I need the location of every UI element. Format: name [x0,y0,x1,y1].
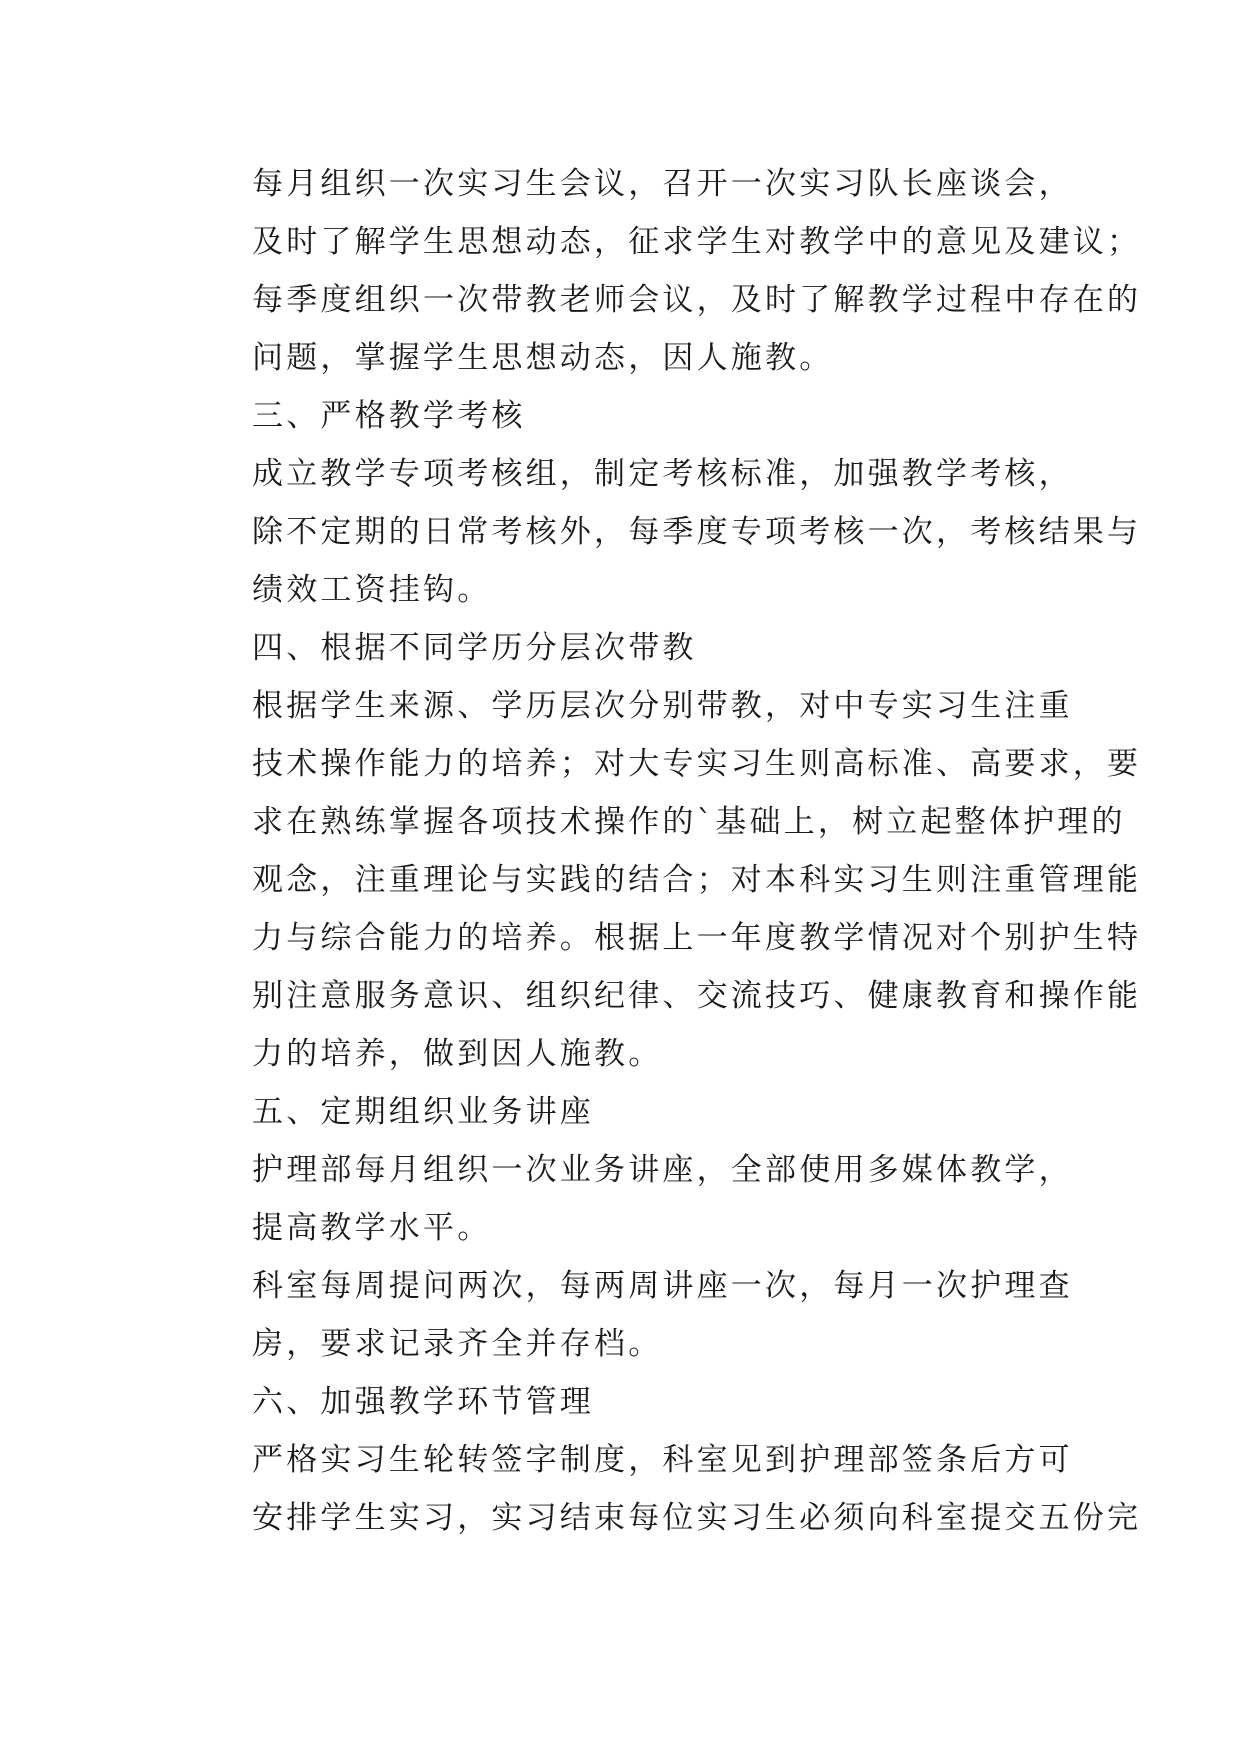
body-paragraph [190,1141,1073,1257]
body-paragraph [190,155,1142,387]
text-line: 求在熟练掌握各项技术操作的`基础上，树立起整体护理的 [252,804,1126,840]
text-line: 力与综合能力的培养。根据上一年度教学情况对个别护生特 [252,920,1142,956]
text-line: 绩效工资挂钩。 [252,572,492,608]
section-heading: 三、严格教学考核 [252,398,526,434]
text-line: 严格实习生轮转签字制度，科室见到护理部签条后方可 [252,1442,1073,1478]
text-line: 安排学生实习，实习结束每位实习生必须向科室提交五份完 [252,1500,1142,1536]
section-heading: 五、定期组织业务讲座 [252,1094,594,1130]
text-line: 技术操作能力的培养；对大专实习生则高标准、高要求，要 [252,746,1142,782]
section-heading: 四、根据不同学历分层次带教 [252,630,697,666]
text-line: 每月组织一次实习生会议，召开一次实习队长座谈会， [252,166,1073,202]
body-paragraph [190,1431,1142,1547]
text-line: 每季度组织一次带教老师会议，及时了解教学过程中存在的 [252,282,1142,318]
body-paragraph [190,1257,1073,1373]
text-line: 科室每周提问两次，每两周讲座一次，每月一次护理查 [252,1268,1073,1304]
text-line: 及时了解学生思想动态，征求学生对教学中的意见及建议； [252,224,1142,260]
text-line: 问题，掌握学生思想动态，因人施教。 [252,340,834,376]
text-line: 根据学生来源、学历层次分别带教，对中专实习生注重 [252,688,1073,724]
text-line: 成立教学专项考核组，制定考核标准，加强教学考核， [252,456,1073,492]
text-line: 护理部每月组织一次业务讲座，全部使用多媒体教学， [252,1152,1073,1188]
text-line: 除不定期的日常考核外，每季度专项考核一次，考核结果与 [252,514,1142,550]
text-line: 别注意服务意识、组织纪律、交流技巧、健康教育和操作能 [252,978,1142,1014]
body-paragraph [190,445,1142,619]
document-body [190,155,1142,1547]
text-line: 房，要求记录齐全并存档。 [252,1326,663,1362]
text-line: 力的培养，做到因人施教。 [252,1036,663,1072]
body-paragraph [190,677,1142,1083]
text-line: 提高教学水平。 [252,1210,492,1246]
text-line: 观念，注重理论与实践的结合；对本科实习生则注重管理能 [252,862,1142,898]
section-heading: 六、加强教学环节管理 [252,1384,594,1420]
